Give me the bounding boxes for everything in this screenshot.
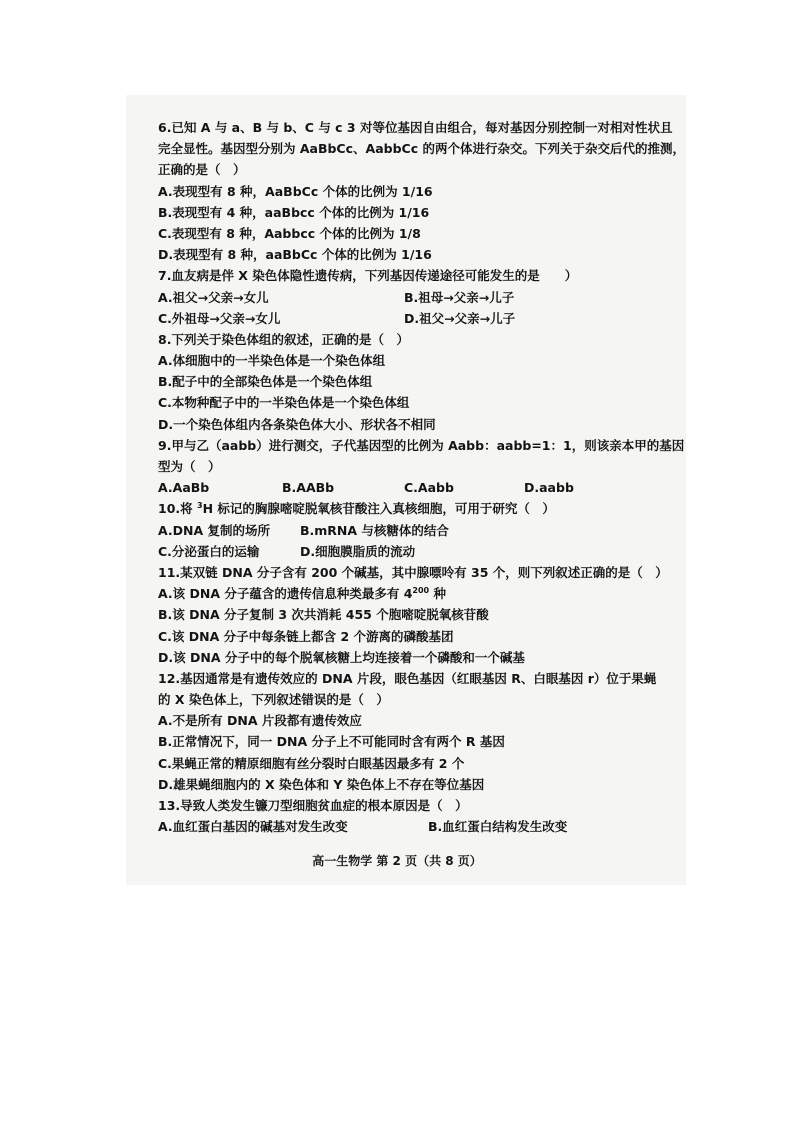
q9-stem-line1: 9.甲与乙（aabb）进行测交，子代基因型的比例为 Aabb：aabb=1：1，则该亲本甲的基因 [158, 437, 685, 453]
q9-option-a: A.AaBb [158, 480, 210, 496]
q11-stem: 11.某双链 DNA 分子含有 200 个碱基，其中腺嘌呤有 35 个，则下列叙述正确的是（ ） [158, 564, 668, 580]
q7-option-c: C.外祖母→父亲→女儿 [158, 310, 281, 326]
q9-stem-line2: 型为（ ） [158, 459, 221, 474]
q10-option-d: D.细胞膜脂质的流动 [300, 543, 416, 559]
q6-stem-line3: 正确的是（ ） [158, 162, 246, 178]
q8-option-c: C.本物种配子中的一半染色体是一个染色体组 [158, 395, 410, 411]
q6-option-d: D.表现型有 8 种，aaBbCc 个体的比例为 1/16 [158, 247, 432, 263]
q9-option-c: C.Aabb [404, 480, 454, 496]
q11-option-a-superscript: 200 [412, 585, 430, 595]
q11-option-c: C.该 DNA 分子中每条链上都含 2 个游离的磷酸基团 [158, 628, 454, 644]
page-footer: 高一生物学 第 2 页（共 8 页） [312, 854, 482, 868]
q13-stem: 13.导致人类发生镰刀型细胞贫血症的根本原因是（ ） [158, 798, 468, 813]
q10-stem-superscript: 3 [197, 501, 203, 511]
q10-options-row1 [158, 520, 678, 541]
q6-stem-line1: 6.已知 A 与 a、B 与 b、C 与 c 3 对等位基因自由组合，每对基因分别控制一对相对性状且 [158, 120, 673, 135]
q6-stem-line2: 完全显性。基因型分别为 AaBbCc、AabbCc 的两个体进行杂交。下列关于杂交后代的推测， [158, 141, 685, 157]
q11-option-a [158, 583, 678, 604]
q9-option-b: B.AABb [282, 480, 335, 496]
q7-option-d: D.祖父→父亲→儿子 [404, 310, 516, 326]
q12-option-c: C.果蝇正常的精原细胞有丝分裂时白眼基因最多有 2 个 [158, 755, 465, 771]
q11-option-a-prefix: A.该 DNA 分子蕴含的遗传信息种类最多有 4 [158, 586, 413, 602]
q6-option-b: B.表现型有 4 种，aaBbcc 个体的比例为 1/16 [158, 204, 430, 220]
q8-option-b: B.配子中的全部染色体是一个染色体组 [158, 374, 373, 390]
q10-options-row2 [158, 541, 678, 562]
q12-stem-line2: 的 X 染色体上，下列叙述错误的是（ ） [158, 692, 389, 708]
q7-options-row2 [158, 308, 678, 329]
q12-option-d: D.雄果蝇细胞内的 X 染色体和 Y 染色体上不存在等位基因 [158, 776, 485, 792]
q7-option-b: B.祖母→父亲→儿子 [404, 289, 515, 305]
q11-option-a-suffix: 种 [429, 586, 446, 602]
q11-option-b: B.该 DNA 分子复制 3 次共消耗 455 个胞嘧啶脱氧核苷酸 [158, 607, 489, 623]
question-list [158, 117, 685, 837]
q10-option-a: A.DNA 复制的场所 [158, 522, 271, 538]
q9-option-d: D.aabb [524, 480, 574, 496]
q7-stem: 7.血友病是伴 X 染色体隐性遗传病，下列基因传递途径可能发生的是 ） [158, 268, 578, 284]
q10-stem [158, 498, 678, 519]
q6-option-a: A.表现型有 8 种，AaBbCc 个体的比例为 1/16 [158, 183, 433, 199]
q13-option-b: B.血红蛋白结构发生改变 [428, 819, 568, 835]
q7-options-row1 [158, 287, 678, 308]
q10-stem-prefix: 10.将 [158, 501, 197, 517]
q8-stem: 8.下列关于染色体组的叙述，正确的是（ ） [158, 331, 409, 347]
q6-option-c: C.表现型有 8 种，Aabbcc 个体的比例为 1/8 [158, 225, 421, 241]
q12-stem-line1: 12.基因通常是有遗传效应的 DNA 片段，眼色基因（红眼基因 R、白眼基因 r）位于果蝇 [158, 670, 657, 686]
q8-option-d: D.一个染色体组内各条染色体大小、形状各不相同 [158, 416, 436, 432]
q10-option-b: B.mRNA 与核糖体的结合 [300, 522, 449, 538]
q8-option-a: A.体细胞中的一半染色体是一个染色体组 [158, 353, 386, 369]
q7-option-a: A.祖父→父亲→女儿 [158, 289, 269, 305]
q12-option-a: A.不是所有 DNA 片段都有遗传效应 [158, 713, 362, 729]
q11-option-d: D.该 DNA 分子中的每个脱氧核糖上均连接着一个磷酸和一个碱基 [158, 649, 525, 665]
q12-option-b: B.正常情况下，同一 DNA 分子上不可能同时含有两个 R 基因 [158, 734, 505, 750]
q13-options-row [158, 816, 678, 837]
q10-stem-suffix: H 标记的胸腺嘧啶脱氧核苷酸注入真核细胞，可用于研究（ ） [202, 501, 555, 517]
q9-options-row [158, 477, 678, 498]
q10-option-c: C.分泌蛋白的运输 [158, 543, 260, 559]
q13-option-a: A.血红蛋白基因的碱基对发生改变 [158, 819, 348, 835]
